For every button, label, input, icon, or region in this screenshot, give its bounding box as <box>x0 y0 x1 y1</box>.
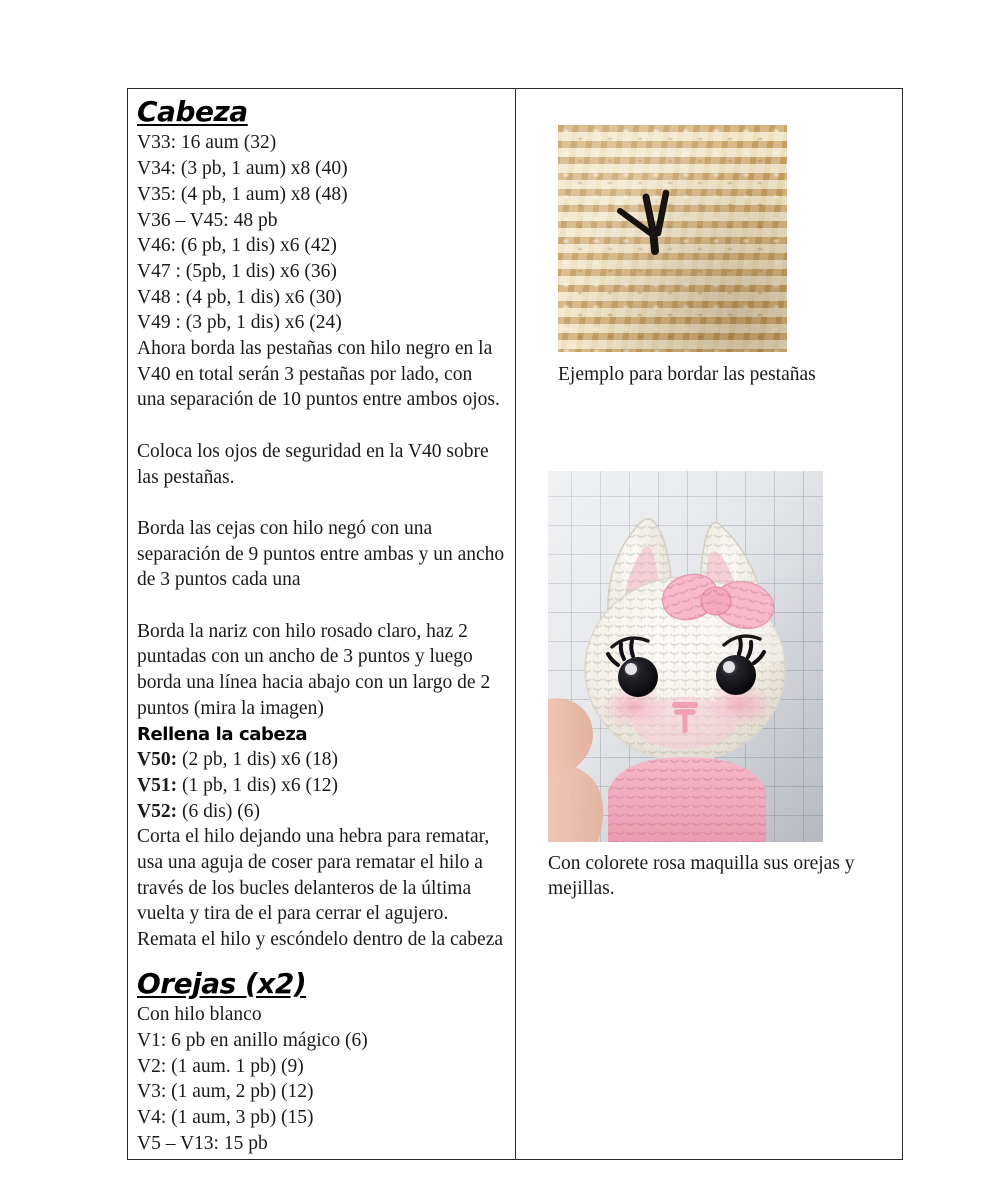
row-ear-v5-v13: V5 – V13: 15 pb <box>137 1132 268 1154</box>
row-v52-label: V52: <box>137 800 178 822</box>
row-ear-v4: V4: (1 aum, 3 pb) (15) <box>137 1107 314 1129</box>
row-v51-label: V51: <box>137 774 178 796</box>
heading-cabeza: Cabeza <box>137 95 248 128</box>
row-v50-value: (2 pb, 1 dis) x6 (18) <box>177 749 338 771</box>
bunny-illustration <box>548 471 823 842</box>
row-v51 <box>137 773 505 799</box>
embroidered-eyelash-icon <box>558 125 787 352</box>
figure-eyelash-example <box>558 125 894 388</box>
row-v34: V34: (3 pb, 1 aum) x8 (40) <box>137 158 348 180</box>
row-v35: V35: (4 pb, 1 aum) x8 (48) <box>137 183 348 205</box>
row-ear-v1: V1: 6 pb en anillo mágico (6) <box>137 1029 368 1051</box>
figure-bunny-makeup <box>548 471 894 902</box>
row-v51-value: (1 pb, 1 dis) x6 (12) <box>177 774 338 796</box>
heading-cabeza-wrap <box>137 95 505 130</box>
spacer-3 <box>137 593 505 619</box>
ears-intro: Con hilo blanco <box>137 1004 262 1026</box>
crochet-eyelash-closeup-photo <box>558 125 787 352</box>
row-v46: V46: (6 pb, 1 dis) x6 (42) <box>137 235 337 257</box>
spacer-2 <box>137 490 505 516</box>
label-stuff-head: Rellena la cabeza <box>137 723 308 745</box>
pattern-table <box>127 88 903 1160</box>
row-v50 <box>137 747 505 773</box>
row-v36-v45: V36 – V45: 48 pb <box>137 209 278 231</box>
figure2-caption: Con colorete rosa maquilla sus orejas y mejillas. <box>548 852 855 900</box>
row-v47: V47 : (5pb, 1 dis) x6 (36) <box>137 260 337 282</box>
row-v52 <box>137 799 505 825</box>
row-v52-value: (6 dis) (6) <box>177 800 260 822</box>
row-ear-v3: V3: (1 aum, 2 pb) (12) <box>137 1081 314 1103</box>
paragraph-nose: Borda la nariz con hilo rosado claro, haz 2 puntadas con un ancho de 3 puntos y luego borda una línea hacia abajo con un largo de 2 puntos (mira la imagen) <box>137 620 491 719</box>
paragraph-eyebrows: Borda las cejas con hilo negó con una separación de 9 puntos entre ambas y un ancho de 3 puntos cada una <box>137 517 505 591</box>
spacer-1 <box>137 413 505 439</box>
row-v48: V48 : (4 pb, 1 dis) x6 (30) <box>137 286 342 308</box>
row-ear-v2: V2: (1 aum. 1 pb) (9) <box>137 1055 304 1077</box>
figure1-caption: Ejemplo para bordar las pestañas <box>558 364 816 385</box>
pattern-text-column <box>128 89 516 1159</box>
heading-orejas-wrap <box>137 967 505 1002</box>
row-v49: V49 : (3 pb, 1 dis) x6 (24) <box>137 312 342 334</box>
paragraph-finish-off: Corta el hilo dejando una hebra para rematar, usa una aguja de coser para rematar el hilo a través de los bucles delanteros de la última vuelta y tira de el para cerrar el agujero. Remata el hilo y escóndelo dentro de la cabeza <box>137 826 504 951</box>
finger-shape-front <box>548 765 603 842</box>
amigurumi-bunny-head-photo <box>548 471 823 842</box>
row-v33: V33: 16 aum (32) <box>137 132 277 154</box>
pattern-images-column <box>516 89 902 1159</box>
paragraph-eyelashes: Ahora borda las pestañas con hilo negro en la V40 en total serán 3 pestañas por lado, con una separación de 10 puntos entre ambos ojos. <box>137 338 500 411</box>
heading-orejas: Orejas (x2) <box>137 966 307 1000</box>
row-v50-label: V50: <box>137 749 178 771</box>
paragraph-safety-eyes: Coloca los ojos de seguridad en la V40 sobre las pestañas. <box>137 440 489 488</box>
